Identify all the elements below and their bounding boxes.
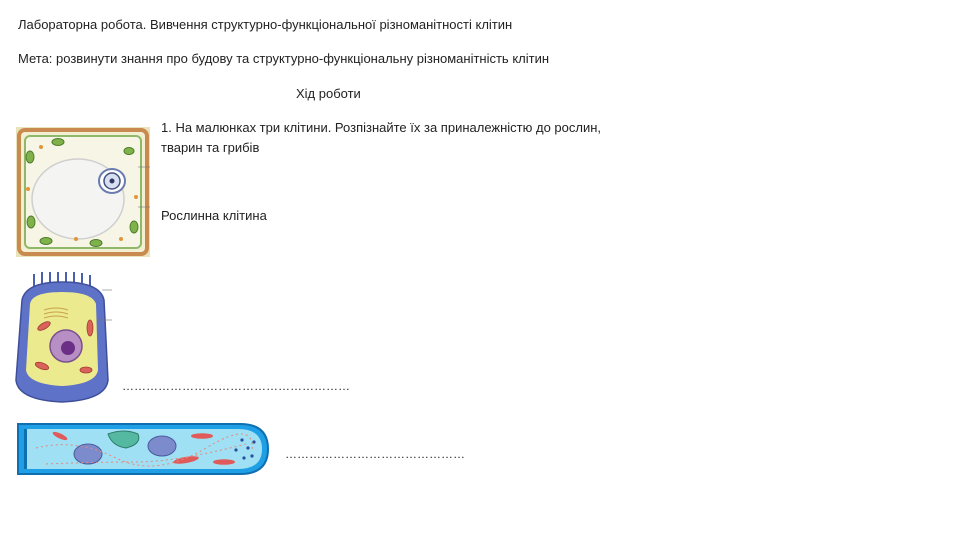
- fungal-hypha-image: [16, 418, 270, 480]
- task-1-text: 1. На малюнках три клітини. Розпізнайте їх за приналежністю до рослин, тварин та грибів: [161, 120, 602, 155]
- goal-text: Мета: розвинути знання про будову та структурно-функціональну різноманітність клітин: [18, 51, 550, 66]
- answer-plant: Рослинна клітина: [161, 208, 267, 223]
- animal-cell-image: [12, 270, 112, 404]
- plant-cell-image: [16, 127, 150, 257]
- answer-animal-blank: …………………………………………………: [122, 379, 350, 393]
- section-heading: Хід роботи: [296, 86, 361, 101]
- document-title: Лабораторна робота. Вивчення структурно-функціональної різноманітності клітин: [18, 17, 513, 32]
- answer-fungus-blank: ………………………………………: [285, 447, 465, 461]
